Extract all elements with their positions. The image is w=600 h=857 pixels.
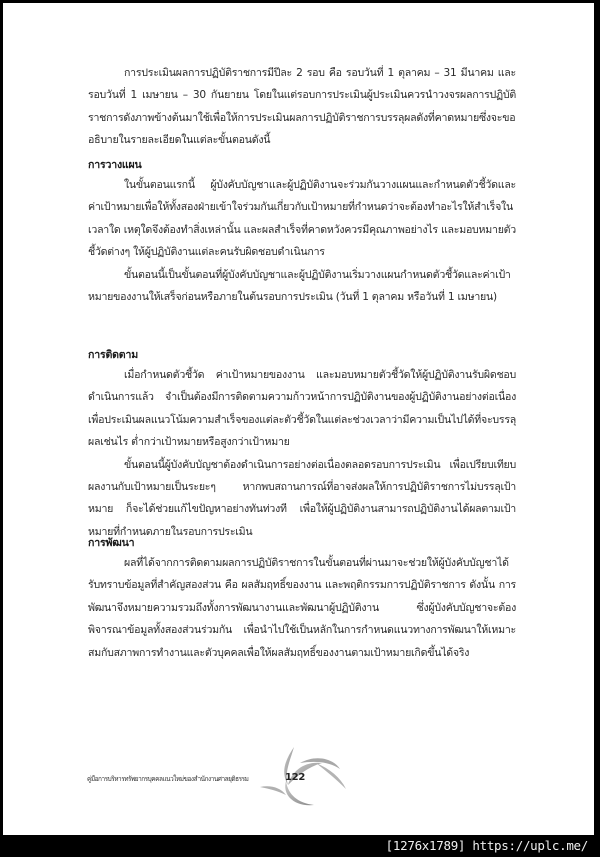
intro-section <box>88 62 516 152</box>
planning-paragraph-1: ในขั้นตอนแรกนี้ ผู้บังคับบัญชาและผู้ปฏิบัติงานจะร่วมกันวางแผนและกำหนดตัวชี้วัดและค่าเป้าหมายเพื่อให้ทั้งสองฝ่ายเข้าใจร่วมกันเกี่ยวกับเป้าหมายที่กำหนดว่าจะต้องทำอะไรให้สำเร็จในเวลาใด เหตุใดจึงต้องทำสิ่งเหล่านั้น และผลสำเร็จที่คาดหวังควรมีคุณภาพอย่างไร และมอบหมายตัวชี้วัดต่างๆ ให้ผู้ปฏิบัติงานแต่ละคนรับผิดชอบดำเนินการ <box>88 179 516 259</box>
intro-paragraph: การประเมินผลการปฏิบัติราชการมีปีละ 2 รอบ คือ รอบวันที่ 1 ตุลาคม – 31 มีนาคม และรอบวันที่ 1 เมษายน – 30 กันยายน โดยในแต่รอบการประเมินผู้ประเมินควรนำวงจรผลการปฏิบัติราชการดังภาพข้างต้นมาใช้เพื่อให้การประเมินผลการปฏิบัติราชการบรรลุผลดังที่คาดหมายซึ่งจะขออธิบายในรายละเอียดในแต่ละขั้นตอนดังนี้ <box>88 67 516 147</box>
monitoring-paragraph-2: ขั้นตอนนี้ผู้บังคับบัญชาต้องดำเนินการอย่างต่อเนื่องตลอดรอบการประเมิน เพื่อเปรียบเทียบผลงานกับเป้าหมายเป็นระยะๆ หากพบสถานการณ์ที่อาจส่งผลให้การปฏิบัติราชการไม่บรรลุเป้าหมาย ก็จะได้ช่วยแก้ไขปัญหาอย่างทันท่วงที เพื่อให้ผู้ปฏิบัติงานสามารถปฏิบัติงานได้ผลตามเป้าหมายที่กำหนดภายในรอบการประเมิน <box>88 458 516 538</box>
image-watermark: [1276x1789] https://uplc.me/ <box>385 838 588 853</box>
page-number: 122 <box>285 772 305 783</box>
section-heading-monitoring: การติดตาม <box>88 349 139 361</box>
development-paragraph-1: ผลที่ได้จากการติดตามผลการปฏิบัติราชการในขั้นตอนที่ผ่านมาจะช่วยให้ผู้บังคับบัญชาได้รับทราบข้อมูลที่สำคัญสองส่วน คือ ผลสัมฤทธิ์ของงาน และพฤติกรรมการปฏิบัติราชการ ดังนั้น การพัฒนาจึงหมายความรวมถึงทั้งการพัฒนางานและพัฒนาผู้ปฏิบัติงาน ซึ่งผู้บังคับบัญชาจะต้องพิจารณาข้อมูลทั้งสองส่วนร่วมกัน เพื่อนำไปใช้เป็นหลักในการกำหนดแนวทางการพัฒนาให้เหมาะสมกับสภาพการทำงานและตัวบุคคลเพื่อให้ผลสัมฤทธิ์ของงานตามเป้าหมายเกิดขึ้นได้จริง <box>88 557 516 659</box>
planning-section <box>88 174 516 308</box>
document-page <box>3 3 594 835</box>
monitoring-paragraph-1: เมื่อกำหนดตัวชี้วัด ค่าเป้าหมายของงาน และมอบหมายตัวชี้วัดให้ผู้ปฏิบัติงานรับผิดชอบดำเนินการแล้ว จำเป็นต้องมีการติดตามความก้าวหน้าการปฏิบัติงานของผู้ปฏิบัติงานอย่างต่อเนื่อง เพื่อประเมินผลแนวโน้มความสำเร็จของแต่ละตัวชี้วัดในแต่ละช่วงเวลาว่ามีความเป็นไปได้ที่จะบรรลุผลเช่นไร ต่ำกว่าเป้าหมายหรือสูงกว่าเป้าหมาย <box>88 369 517 449</box>
development-section <box>88 552 516 664</box>
section-heading-development: การพัฒนา <box>88 537 135 549</box>
section-heading-planning: การวางแผน <box>88 159 142 171</box>
swoosh-logo-icon <box>258 741 368 811</box>
footer-title: คู่มือการบริหารทรัพยากรบุคคลแนวใหม่ของสำนักงานศาลยุติธรรม <box>87 775 249 783</box>
planning-paragraph-2: ขั้นตอนนี้เป็นขั้นตอนที่ผู้บังคับบัญชาและผู้ปฏิบัติงานเริ่มวางแผนกำหนดตัวชี้วัดและค่าเป้าหมายของงานให้เสร็จก่อนหรือภายในต้นรอบการประเมิน (วันที่ 1 ตุลาคม หรือวันที่ 1 เมษายน) <box>88 268 511 304</box>
monitoring-section <box>88 364 516 543</box>
